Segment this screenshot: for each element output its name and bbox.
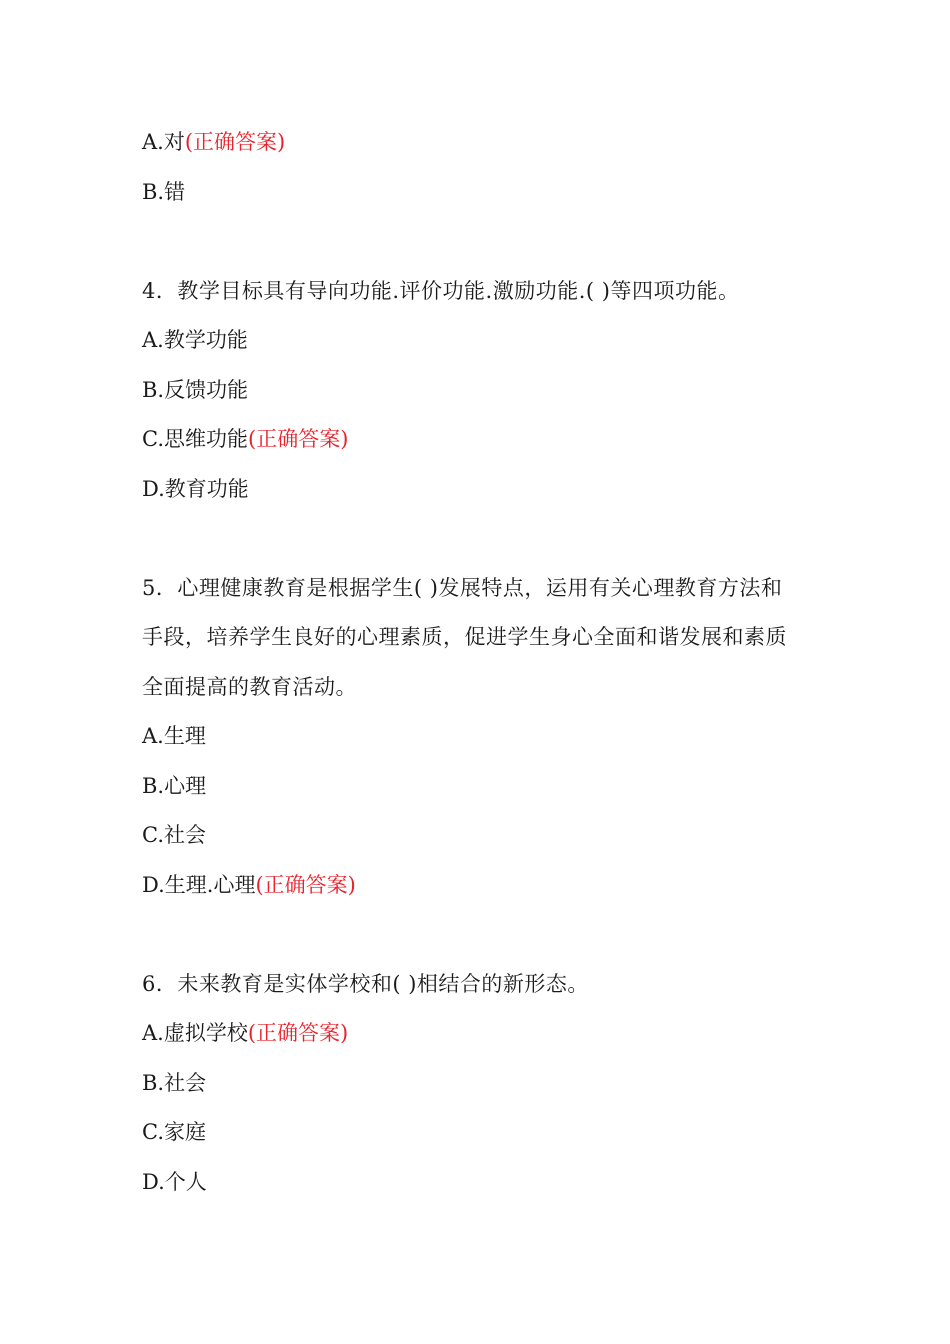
option-text: D.生理.心理 bbox=[142, 872, 256, 897]
option-c bbox=[142, 415, 822, 465]
option-d bbox=[142, 465, 822, 515]
option-text: D.个人 bbox=[142, 1169, 207, 1194]
question-stem-line-3: 全面提高的教育活动。 bbox=[142, 674, 357, 699]
option-a bbox=[142, 1009, 822, 1059]
question-5 bbox=[142, 564, 822, 911]
correct-answer-label: (正确答案) bbox=[184, 130, 286, 154]
option-b bbox=[142, 1059, 822, 1109]
question-stem-line-1: 5．心理健康教育是根据学生( )发展特点，运用有关心理教育方法和 bbox=[142, 575, 783, 600]
option-text: B.反馈功能 bbox=[142, 377, 249, 402]
option-text: B.心理 bbox=[142, 773, 207, 798]
option-a bbox=[142, 316, 822, 366]
option-b bbox=[142, 366, 822, 416]
spacer bbox=[142, 514, 822, 564]
option-text: B.社会 bbox=[142, 1070, 207, 1095]
option-text: A.教学功能 bbox=[142, 328, 248, 352]
option-d bbox=[142, 1158, 822, 1208]
option-text: A.对 bbox=[142, 130, 185, 154]
option-text: A.虚拟学校 bbox=[142, 1021, 248, 1045]
question-3-options bbox=[142, 118, 822, 217]
document-page bbox=[142, 118, 822, 1207]
option-a bbox=[142, 712, 822, 762]
option-b bbox=[142, 168, 822, 218]
option-text: C.社会 bbox=[142, 823, 206, 847]
question-stem: 4．教学目标具有导向功能.评价功能.激励功能.( )等四项功能。 bbox=[142, 278, 740, 303]
option-b bbox=[142, 762, 822, 812]
option-c bbox=[142, 811, 822, 861]
spacer bbox=[142, 217, 822, 267]
spacer bbox=[142, 910, 822, 960]
option-text: C.思维功能 bbox=[142, 427, 248, 451]
question-stem-line-2: 手段，培养学生良好的心理素质，促进学生身心全面和谐发展和素质 bbox=[142, 625, 787, 649]
option-text: A.生理 bbox=[142, 724, 206, 748]
option-d bbox=[142, 861, 822, 911]
question-6 bbox=[142, 960, 822, 1208]
option-text: B.错 bbox=[142, 179, 186, 204]
option-a bbox=[142, 118, 822, 168]
correct-answer-label: (正确答案) bbox=[255, 872, 356, 897]
option-text: D.教育功能 bbox=[142, 476, 249, 501]
option-c bbox=[142, 1108, 822, 1158]
correct-answer-label: (正确答案) bbox=[247, 1021, 349, 1045]
option-text: C.家庭 bbox=[142, 1120, 206, 1144]
question-stem: 6．未来教育是实体学校和( )相结合的新形态。 bbox=[142, 971, 589, 996]
correct-answer-label: (正确答案) bbox=[248, 427, 349, 451]
question-4 bbox=[142, 267, 822, 515]
